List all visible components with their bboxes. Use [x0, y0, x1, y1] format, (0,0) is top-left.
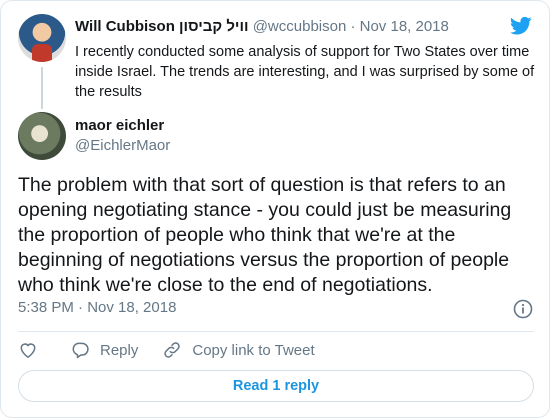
parent-tweet-text: I recently conducted some analysis of support for Two States over time inside Israel. The trends are interesting, and I was surprised by some of the results [75, 44, 535, 100]
reply-author-handle[interactable]: @EichlerMaor [75, 137, 171, 154]
reply-author-name[interactable]: maor eichler [75, 117, 165, 134]
twitter-bird-icon[interactable] [510, 16, 532, 36]
heart-icon [18, 340, 38, 360]
thread-line [41, 67, 43, 109]
reply-button[interactable] [70, 340, 138, 360]
copy-link-button[interactable] [162, 340, 314, 360]
link-icon [162, 340, 182, 360]
parent-author-avatar[interactable] [18, 14, 66, 62]
read-replies-button[interactable]: Read 1 reply [18, 370, 534, 402]
copy-link-label: Copy link to Tweet [192, 341, 315, 359]
parent-handle-date[interactable]: @wccubbison · Nov 18, 2018 [252, 18, 449, 35]
tweet-timestamp[interactable]: 5:38 PM · Nov 18, 2018 [18, 299, 177, 316]
like-button[interactable] [18, 340, 38, 360]
reply-tweet-text: The problem with that sort of question is that refers to an opening negotiating stance - you could just be measuring the proportion of people who think that we're at the beginning of negotiations versus the proportion of people who think we're close to the end of negotiations. [18, 174, 512, 296]
reply-label: Reply [100, 341, 139, 359]
reply-author-avatar[interactable] [18, 112, 66, 160]
info-icon[interactable] [513, 299, 533, 319]
divider [18, 331, 534, 332]
reply-icon [70, 340, 90, 360]
parent-tweet-header [75, 18, 449, 35]
parent-author-name[interactable]: Will Cubbison וויל קביסון [75, 18, 249, 35]
tweet-actions [18, 339, 339, 361]
